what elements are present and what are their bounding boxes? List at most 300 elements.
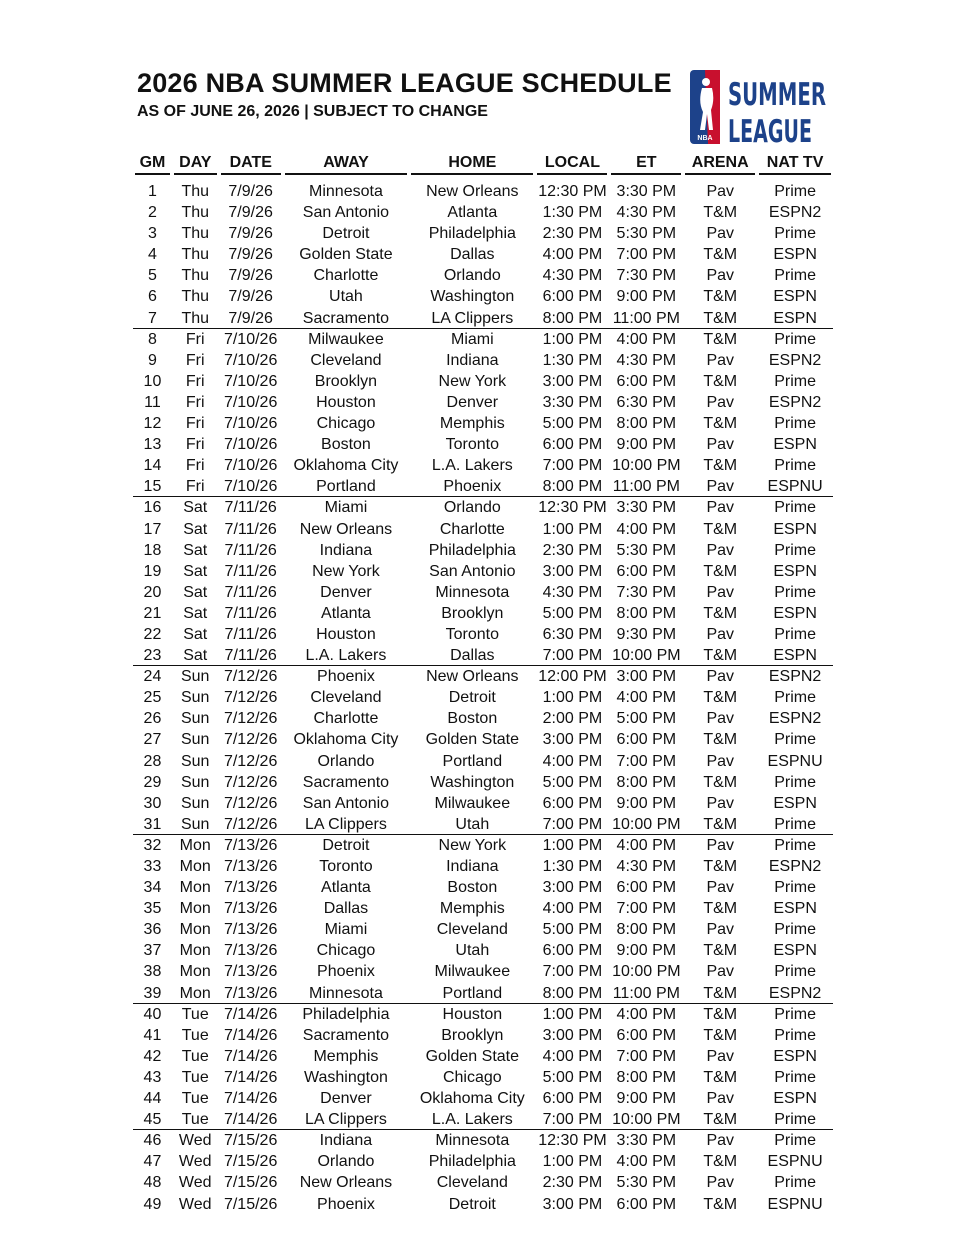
- table-row: [133, 1109, 833, 1130]
- arena: T&M: [703, 372, 738, 390]
- game-day: Mon: [179, 879, 211, 897]
- game-day: Sat: [183, 562, 208, 580]
- arena: Pav: [706, 1090, 735, 1108]
- game-date: 7/12/26: [223, 752, 278, 770]
- arena: Pav: [706, 478, 735, 496]
- local-time: 7:00 PM: [542, 963, 603, 981]
- game-date: 7/13/26: [223, 963, 278, 981]
- table-row: [133, 350, 833, 371]
- local-time: 4:30 PM: [542, 583, 603, 601]
- et-time: 9:30 PM: [616, 625, 677, 643]
- away-team: LA Clippers: [305, 815, 387, 833]
- away-team: Indiana: [319, 1132, 373, 1150]
- game-date: 7/11/26: [224, 562, 277, 580]
- game-date: 7/14/26: [223, 1005, 278, 1023]
- arena: T&M: [703, 689, 738, 707]
- local-time: 1:30 PM: [542, 204, 603, 222]
- game-day: Thu: [181, 225, 210, 243]
- away-team: Minnesota: [309, 183, 383, 200]
- table-row: [133, 434, 833, 455]
- col-et: ET: [611, 153, 681, 175]
- game-day: Mon: [179, 836, 211, 854]
- local-time: 7:00 PM: [542, 1111, 603, 1129]
- et-time: 6:00 PM: [616, 562, 677, 580]
- table-row: [133, 181, 833, 202]
- et-time: 4:00 PM: [616, 1153, 677, 1171]
- local-time: 3:00 PM: [542, 1195, 603, 1213]
- home-team: Dallas: [450, 647, 495, 665]
- et-time: 11:00 PM: [612, 309, 680, 327]
- table-row: [133, 898, 833, 919]
- game-day: Fri: [185, 436, 205, 454]
- local-time: 3:30 PM: [542, 393, 603, 411]
- national-tv: Prime: [774, 1111, 816, 1129]
- national-tv: Prime: [774, 225, 816, 243]
- game-date: 7/12/26: [223, 689, 278, 707]
- arena: T&M: [703, 1068, 738, 1086]
- national-tv: Prime: [774, 372, 816, 390]
- table-row: [133, 729, 833, 750]
- game-date: 7/12/26: [223, 815, 278, 833]
- local-time: 3:00 PM: [542, 562, 603, 580]
- arena: T&M: [703, 984, 738, 1002]
- away-team: San Antonio: [302, 204, 390, 222]
- game-number: 20: [143, 583, 162, 601]
- game-date: 7/15/26: [223, 1153, 278, 1171]
- national-tv: Prime: [774, 1026, 816, 1044]
- away-team: Oklahoma City: [293, 731, 399, 749]
- et-time: 4:00 PM: [616, 836, 677, 854]
- away-team: Brooklyn: [314, 372, 378, 390]
- et-time: 4:30 PM: [616, 204, 677, 222]
- national-tv: ESPN2: [768, 668, 822, 686]
- home-team: San Antonio: [429, 562, 516, 580]
- national-tv: Prime: [774, 330, 816, 348]
- national-tv: Prime: [774, 499, 816, 517]
- table-row: [133, 961, 833, 982]
- table-row: [133, 329, 833, 350]
- et-time: 5:30 PM: [616, 541, 677, 559]
- game-day: Sat: [183, 583, 208, 601]
- et-time: 11:00 PM: [612, 478, 680, 496]
- home-team: Golden State: [425, 1047, 520, 1065]
- local-time: 5:00 PM: [542, 921, 603, 939]
- table-row: [133, 856, 833, 877]
- et-time: 8:00 PM: [616, 921, 677, 939]
- et-time: 7:00 PM: [616, 1047, 677, 1065]
- local-time: 12:30 PM: [538, 499, 607, 517]
- arena: T&M: [703, 1153, 738, 1171]
- game-date: 7/11/26: [224, 604, 277, 622]
- game-number: 15: [143, 478, 162, 496]
- away-team: Sacramento: [302, 1026, 390, 1044]
- national-tv: Prime: [774, 773, 816, 791]
- et-time: 11:00 PM: [612, 984, 680, 1002]
- table-row: [133, 687, 833, 708]
- away-team: Denver: [320, 583, 372, 601]
- game-number: 43: [143, 1068, 162, 1086]
- col-day: DAY: [174, 153, 217, 175]
- local-time: 4:00 PM: [542, 246, 603, 264]
- national-tv: ESPNU: [767, 1153, 823, 1171]
- et-time: 9:00 PM: [616, 794, 677, 812]
- home-team: Miami: [450, 330, 494, 348]
- away-team: Miami: [324, 921, 368, 939]
- local-time: 8:00 PM: [542, 309, 603, 327]
- local-time: 3:00 PM: [542, 731, 603, 749]
- local-time: 1:00 PM: [542, 1005, 603, 1023]
- game-date: 7/10/26: [223, 330, 278, 348]
- local-time: 8:00 PM: [542, 478, 603, 496]
- et-time: 5:30 PM: [616, 1174, 677, 1192]
- home-team: Detroit: [448, 689, 496, 707]
- logo-badge: NBA: [697, 135, 713, 142]
- arena: Pav: [706, 393, 735, 411]
- home-team: Orlando: [443, 499, 501, 517]
- home-team: Chicago: [442, 1068, 502, 1086]
- table-row: [133, 1004, 833, 1025]
- table-row: [133, 919, 833, 940]
- local-time: 4:30 PM: [542, 267, 603, 285]
- col-local: LOCAL: [537, 153, 607, 175]
- game-day: Mon: [179, 900, 211, 918]
- local-time: 7:00 PM: [542, 457, 603, 475]
- et-time: 7:00 PM: [616, 752, 677, 770]
- table-row: [133, 1151, 833, 1172]
- col-gm: GM: [135, 153, 170, 175]
- away-team: LA Clippers: [305, 1111, 387, 1129]
- game-number: 48: [143, 1174, 162, 1192]
- game-day: Wed: [178, 1132, 212, 1150]
- et-time: 4:30 PM: [616, 351, 677, 369]
- game-day: Thu: [181, 288, 210, 306]
- table-row: [133, 519, 833, 540]
- game-number: 6: [147, 288, 157, 306]
- national-tv: ESPN2: [768, 710, 822, 728]
- away-team: Sacramento: [302, 773, 390, 791]
- national-tv: ESPN2: [768, 393, 822, 411]
- et-time: 10:00 PM: [612, 647, 681, 665]
- home-team: Memphis: [439, 415, 505, 433]
- table-row: [133, 751, 833, 772]
- table-row: [133, 1194, 833, 1215]
- local-time: 4:00 PM: [542, 1047, 603, 1065]
- game-date: 7/13/26: [223, 836, 278, 854]
- game-number: 5: [147, 267, 157, 285]
- game-number: 27: [143, 731, 162, 749]
- et-time: 4:00 PM: [616, 689, 677, 707]
- game-day: Tue: [181, 1090, 209, 1108]
- game-day: Tue: [181, 1111, 209, 1129]
- et-time: 8:00 PM: [616, 1068, 677, 1086]
- et-time: 9:00 PM: [616, 942, 677, 960]
- game-number: 34: [143, 879, 162, 897]
- arena: Pav: [706, 436, 735, 454]
- game-date: 7/13/26: [223, 900, 278, 918]
- game-date: 7/14/26: [223, 1026, 278, 1044]
- national-tv: ESPN2: [768, 984, 822, 1002]
- local-time: 8:00 PM: [542, 984, 603, 1002]
- arena: T&M: [703, 900, 738, 918]
- national-tv: Prime: [774, 267, 816, 285]
- game-day: Fri: [185, 351, 205, 369]
- game-number: 37: [143, 942, 162, 960]
- national-tv: Prime: [774, 415, 816, 433]
- arena: T&M: [703, 647, 738, 665]
- table-row: [133, 1088, 833, 1109]
- local-time: 6:00 PM: [542, 436, 603, 454]
- game-date: 7/11/26: [224, 541, 277, 559]
- game-day: Fri: [185, 457, 205, 475]
- arena: Pav: [706, 668, 735, 686]
- home-team: Golden State: [425, 731, 520, 749]
- national-tv: ESPN: [773, 246, 817, 264]
- national-tv: ESPN2: [768, 351, 822, 369]
- game-day: Fri: [185, 330, 205, 348]
- game-number: 4: [147, 246, 157, 264]
- game-day: Sat: [183, 625, 208, 643]
- home-team: Oklahoma City: [419, 1090, 525, 1108]
- arena: Pav: [706, 1174, 735, 1192]
- away-team: Chicago: [316, 942, 376, 960]
- arena: Pav: [706, 879, 735, 897]
- table-row: [133, 708, 833, 729]
- et-time: 7:00 PM: [616, 246, 677, 264]
- national-tv: ESPN: [773, 604, 817, 622]
- local-time: 3:00 PM: [542, 372, 603, 390]
- game-number: 17: [143, 520, 162, 538]
- away-team: Chicago: [316, 415, 376, 433]
- arena: Pav: [706, 583, 735, 601]
- national-tv: ESPN: [773, 942, 817, 960]
- arena: Pav: [706, 267, 735, 285]
- game-day: Sat: [183, 541, 208, 559]
- game-day: Mon: [179, 858, 211, 875]
- game-number: 10: [143, 372, 162, 390]
- game-number: 42: [143, 1047, 162, 1065]
- table-row: [133, 413, 833, 434]
- game-date: 7/10/26: [223, 393, 278, 411]
- game-date: 7/13/26: [223, 879, 278, 897]
- home-team: Indiana: [446, 858, 499, 875]
- et-time: 7:00 PM: [616, 900, 677, 918]
- local-time: 6:00 PM: [542, 942, 603, 960]
- et-time: 8:00 PM: [616, 604, 677, 622]
- home-team: Minnesota: [435, 583, 510, 601]
- game-date: 7/10/26: [223, 436, 278, 454]
- local-time: 2:00 PM: [542, 710, 603, 728]
- game-number: 31: [143, 815, 162, 833]
- game-number: 1: [147, 183, 157, 200]
- game-date: 7/11/26: [224, 647, 277, 665]
- away-team: Boston: [321, 436, 371, 454]
- game-number: 25: [143, 689, 162, 707]
- national-tv: ESPN: [773, 900, 817, 918]
- col-away: AWAY: [285, 153, 407, 175]
- home-team: Philadelphia: [428, 225, 516, 243]
- game-day: Sun: [180, 794, 210, 812]
- nba-logo-icon: [688, 68, 830, 150]
- local-time: 12:30 PM: [538, 183, 607, 200]
- home-team: New Orleans: [426, 183, 519, 200]
- home-team: Dallas: [450, 246, 495, 264]
- national-tv: ESPNU: [767, 752, 823, 770]
- arena: T&M: [703, 288, 738, 306]
- game-day: Tue: [181, 1026, 209, 1044]
- arena: T&M: [703, 1005, 738, 1023]
- game-number: 30: [143, 794, 162, 812]
- game-day: Thu: [181, 246, 210, 264]
- home-team: Phoenix: [443, 478, 502, 496]
- game-number: 46: [143, 1132, 162, 1150]
- et-time: 4:30 PM: [616, 858, 677, 875]
- away-team: Indiana: [319, 541, 373, 559]
- national-tv: ESPN2: [768, 858, 822, 875]
- game-date: 7/12/26: [223, 731, 278, 749]
- home-team: Atlanta: [447, 204, 498, 222]
- home-team: Boston: [447, 710, 498, 728]
- arena: Pav: [706, 541, 735, 559]
- away-team: Cleveland: [310, 689, 382, 707]
- away-team: Phoenix: [317, 963, 375, 981]
- game-date: 7/15/26: [223, 1174, 278, 1192]
- game-day: Tue: [181, 1068, 209, 1086]
- home-team: Portland: [442, 752, 503, 770]
- away-team: Atlanta: [321, 604, 371, 622]
- away-team: Charlotte: [313, 267, 379, 285]
- game-day: Sun: [180, 731, 210, 749]
- local-time: 1:00 PM: [542, 1153, 603, 1171]
- away-team: New Orleans: [299, 1174, 393, 1192]
- arena: T&M: [703, 731, 738, 749]
- home-team: Detroit: [448, 1195, 496, 1213]
- game-date: 7/9/26: [228, 225, 273, 243]
- arena: T&M: [703, 815, 738, 833]
- table-row: [133, 666, 833, 687]
- game-date: 7/11/26: [224, 583, 277, 601]
- game-date: 7/12/26: [223, 794, 278, 812]
- game-day: Sun: [180, 815, 210, 833]
- et-time: 8:00 PM: [616, 415, 677, 433]
- national-tv: ESPNU: [767, 1195, 823, 1213]
- arena: T&M: [703, 330, 738, 348]
- et-time: 4:00 PM: [616, 520, 677, 538]
- arena: T&M: [703, 1026, 738, 1044]
- away-team: Miami: [324, 499, 368, 517]
- national-tv: ESPN: [773, 436, 817, 454]
- away-team: Dallas: [323, 900, 369, 918]
- table-row: [133, 772, 833, 793]
- game-date: 7/13/26: [223, 858, 278, 875]
- national-tv: Prime: [774, 731, 816, 749]
- local-time: 1:00 PM: [542, 836, 603, 854]
- arena: T&M: [703, 773, 738, 791]
- col-date: DATE: [221, 153, 281, 175]
- home-team: Milwaukee: [434, 963, 511, 981]
- game-date: 7/12/26: [223, 668, 278, 686]
- game-date: 7/10/26: [223, 478, 278, 496]
- page-subtitle: AS OF JUNE 26, 2026 | SUBJECT TO CHANGE: [137, 103, 488, 120]
- et-time: 5:30 PM: [616, 225, 677, 243]
- home-team: Orlando: [443, 267, 501, 285]
- local-time: 5:00 PM: [542, 604, 603, 622]
- arena: Pav: [706, 1047, 735, 1065]
- game-date: 7/11/26: [224, 625, 277, 643]
- arena: Pav: [706, 225, 735, 243]
- game-day: Mon: [179, 984, 211, 1002]
- local-time: 3:00 PM: [542, 1026, 603, 1044]
- game-date: 7/14/26: [223, 1111, 278, 1129]
- national-tv: ESPN: [773, 1090, 817, 1108]
- national-tv: ESPN2: [768, 204, 822, 222]
- game-number: 33: [143, 858, 162, 875]
- game-number: 49: [143, 1195, 162, 1213]
- table-row: [133, 835, 833, 856]
- local-time: 12:30 PM: [538, 1132, 607, 1150]
- et-time: 3:00 PM: [616, 668, 677, 686]
- away-team: Orlando: [317, 1153, 375, 1171]
- et-time: 6:00 PM: [616, 879, 677, 897]
- et-time: 6:00 PM: [616, 372, 677, 390]
- away-team: Detroit: [322, 836, 370, 854]
- national-tv: Prime: [774, 1005, 816, 1023]
- national-tv: ESPN: [773, 309, 817, 327]
- game-number: 45: [143, 1111, 162, 1129]
- away-team: Phoenix: [317, 1195, 375, 1213]
- away-team: San Antonio: [302, 794, 390, 812]
- table-row: [133, 392, 833, 413]
- game-day: Sat: [183, 499, 208, 517]
- et-time: 3:30 PM: [616, 1132, 677, 1150]
- game-number: 18: [143, 541, 162, 559]
- home-team: Charlotte: [439, 520, 505, 538]
- et-time: 10:00 PM: [612, 815, 681, 833]
- game-date: 7/12/26: [223, 710, 278, 728]
- home-team: Houston: [442, 1005, 503, 1023]
- et-time: 3:30 PM: [616, 183, 677, 200]
- game-number: 40: [143, 1005, 162, 1023]
- local-time: 1:00 PM: [542, 330, 603, 348]
- away-team: Minnesota: [309, 984, 383, 1002]
- home-team: Cleveland: [436, 921, 508, 939]
- table-row: [133, 624, 833, 645]
- game-date: 7/9/26: [228, 288, 273, 306]
- game-date: 7/13/26: [223, 942, 278, 960]
- game-day: Thu: [181, 309, 210, 327]
- game-day: Fri: [185, 393, 205, 411]
- et-time: 9:00 PM: [616, 288, 677, 306]
- et-time: 6:00 PM: [616, 731, 677, 749]
- game-number: 11: [144, 393, 161, 411]
- home-team: Brooklyn: [441, 1026, 504, 1044]
- table-row: [133, 645, 833, 666]
- national-tv: Prime: [774, 836, 816, 854]
- game-date: 7/15/26: [223, 1195, 278, 1213]
- arena: T&M: [703, 457, 738, 475]
- national-tv: Prime: [774, 815, 816, 833]
- away-team: Toronto: [319, 858, 373, 875]
- table-row: [133, 371, 833, 392]
- national-tv: Prime: [774, 1132, 816, 1150]
- local-time: 5:00 PM: [542, 773, 603, 791]
- game-number: 29: [143, 773, 162, 791]
- arena: T&M: [703, 415, 738, 433]
- arena: T&M: [703, 1195, 738, 1213]
- game-number: 13: [143, 436, 162, 454]
- col-home: HOME: [411, 153, 533, 175]
- game-number: 28: [143, 752, 162, 770]
- home-team: New York: [438, 836, 507, 854]
